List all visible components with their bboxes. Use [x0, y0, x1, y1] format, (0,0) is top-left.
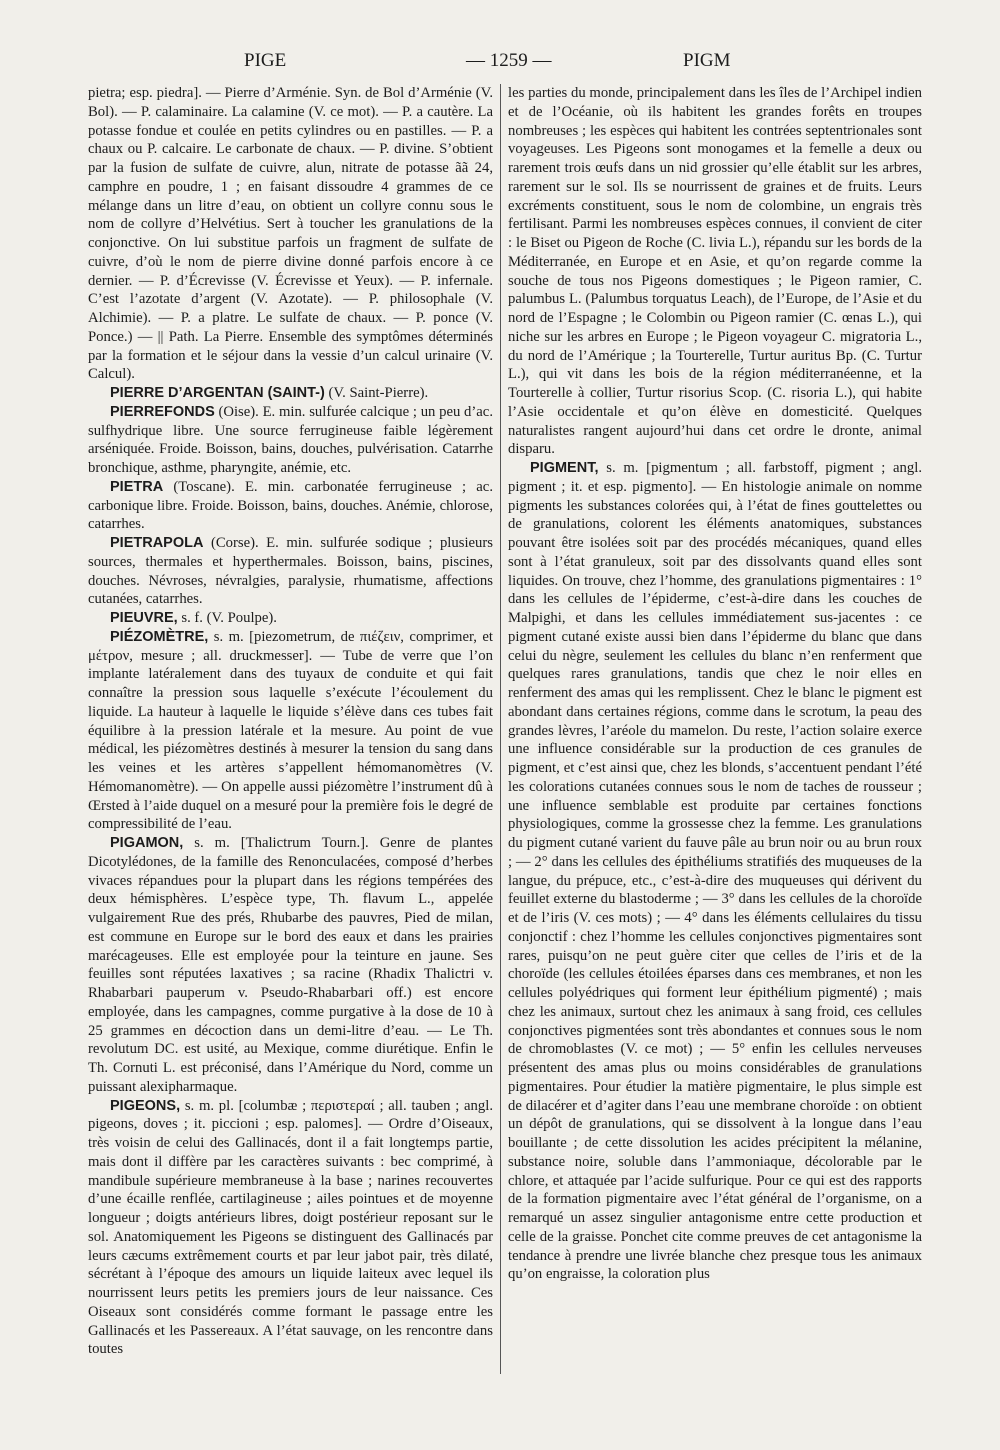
entry-pieuvre: PIEUVRE, s. f. (V. Poulpe). — [110, 610, 277, 626]
entry-pigeons: PIGEONS, s. m. pl. [columbæ ; περιστεραί ; all. tauben ; angl. pigeons, doves ; it. piccioni ; esp. palomes]. — Ordre d’Oiseaux, très voisin de celui des Gallinacés, dont il a fait longtemps partie, mais dont il diffère par les caractères suivants : bec comprimé, à mandibule supérieure membraneuse à la base ; narines recouvertes d’une écaille renflée, cartilagineuse ; ailes pointues et de moyenne longueur ; doigts antérieurs libres, doigt postérieur reposant sur le sol. Anatomiquement les Pigeons se distinguent des Gallinacés par leurs cæcums extrêmement courts et par leur jabot pair, très dilaté, sécrétant à l’époque des amours un liquide laiteux avec lequel ils nourrissent leurs petits les premiers jours de leur naissance. Ces Oiseaux sont considérés comme formant le passage entre les Gallinacés et les Passereaux. A l’état sauvage, on les rencontre dans toutes — [88, 1097, 493, 1358]
running-head-left: PIGE — [244, 50, 287, 71]
headword: PIERRE D’ARGENTAN (SAINT-) — [110, 385, 325, 401]
headword: PIETRA — [110, 478, 164, 495]
headword: PIERREFONDS — [110, 403, 215, 420]
left-column — [88, 84, 493, 1374]
headword: PIGMENT, — [530, 460, 599, 476]
entry-pigeons-continuation: les parties du monde, principalement dans les îles de l’Archipel indien et de l’Océanie, où ils habitent les grandes forêts en troupes nombreuses ; les espèces qui habitent les contrées septentrionales sont voyageuses. Les Pigeons sont monogames et la femelle a deux ou rarement trois œufs dans un nid grossier qu’elle établit sur les arbres, rarement sur le sol. Ils se nourrissent de graines et de fruits. Leurs excréments constituent, sous le nom de colombine, un engrais très fertilisant. Parmi les nombreuses espèces connues, il convient de citer : le Biset ou Pigeon de Roche (C. livia L.), répandu sur les bords de la Méditerranée, en Europe et en Asie, et qu’on regarde comme la souche de tous nos Pigeons domestiques ; le Pigeon ramier, C. palumbus L. (Palumbus torquatus Leach), de l’Europe, de l’Asie et du nord de l’Espagne ; le Colombin ou Pigeon ramier (C. œnas L.), qui niche sur les arbres en Europe ; le Pigeon voyageur C. migratoria L., du nord de l’Amérique ; la Tourterelle, Turtur auritus Bp. (C. Turtur L.), qui vit dans les bois de la région méditerranéenne, et la Tourterelle à collier, Turtur risorius Scop. (C. risoria L.), qui habite l’Asie occidentale et qu’on élève en domesticité. Quelques naturalistes rangent aujourd’hui dans cet ordre le dronte, animal disparu. — [508, 85, 922, 458]
page-header — [0, 50, 1000, 80]
entry-pierre-continuation: pietra; esp. piedra]. — Pierre d’Arménie. Syn. de Bol d’Arménie (V. Bol). — P. calaminaire. La calamine (V. ce mot). — P. a cautère. La potasse fondue et coulée en petits cylindres ou en pastilles. — P. a chaux ou P. calcaire. Le carbonate de chaux. — P. divine. S’obtient par la fusion de sulfate de cuivre, alun, nitrate de potasse ãã 24, camphre en poudre, 1 ; en faisant dissoudre 4 grammes de ce mélange dans un litre d’eau, on obtient un collyre connu sous le nom de collyre d’Helvétius. Sert à toucher les granulations de la conjonctive. On lui substitue parfois un fragment de sulfate de cuivre, d’où le nom de pierre divine donné parfois encore à ce dernier. — P. d’Écrevisse (V. Écrevisse et Yeux). — P. infernale. C’est l’azotate d’argent (V. Azotate). — P. philosophale (V. Alchimie). — P. a platre. Le sulfate de chaux. — P. ponce (V. Ponce.) — || Path. La Pierre. Ensemble des symptômes déterminés par la formation et le séjour dans la vessie d’un calcul urinaire (V. Calcul). — [88, 85, 493, 383]
running-head-right: PIGM — [683, 50, 731, 71]
entry-pietrapola: PIETRAPOLA (Corse). E. min. sulfurée sodique ; plusieurs sources, thermales et hyperthermales. Boisson, bains, piscines, douches. Névroses, névralgies, paralysie, rhumatisme, affections cutanées, catarrhes. — [88, 535, 493, 608]
column-divider — [500, 84, 501, 1374]
entry-pierrefonds: PIERREFONDS (Oise). E. min. sulfurée calcique ; un peu d’ac. sulfhydrique libre. Une source ferrugineuse faible légèrement arséniquée. Froide. Boisson, bains, douches, pulvérisation. Catarrhe bronchique, asthme, pharyngite, anémie, etc. — [88, 403, 493, 476]
entry-pierre-dargentan: PIERRE D’ARGENTAN (SAINT-) (V. Saint-Pierre). — [110, 385, 429, 401]
entry-piezometre: PIÉZOMÈTRE, s. m. [piezometrum, de πιέζειν, comprimer, et μέτρον, mesure ; all. druckmesser]. — Tube de verre que l’on implante latéralement dans des tuyaux de conduite et qui fait connaître la pression sous laquelle s’exécute l’écoulement du liquide. La hauteur à laquelle le liquide s’élève dans ces tubes fait équilibre à la pression latérale et la mesure. Au point de vue médical, les piézomètres destinés à mesurer la tension du sang dans les veines et les artères s’appellent hémomanomètres (V. Hémomanomètre). — On appelle aussi piézomètre l’instrument dû à Œrsted à l’aide duquel on a mesuré pour la première fois le degré de compressibilité de l’eau. — [88, 628, 493, 833]
headword: PIGEONS, — [110, 1097, 181, 1114]
headword: PIGAMON, — [110, 835, 184, 851]
page-number: — 1259 — — [466, 50, 552, 71]
entry-pigamon: PIGAMON, s. m. [Thalictrum Tourn.]. Genre de plantes Dicotylédones, de la famille des Renonculacées, composé d’herbes vivaces répandues pour la plupart dans les régions tempérées des deux hémisphères. L’espèce type, Th. flavum L., appelée vulgairement Rue des prés, Rhubarbe des pauvres, Pied de milan, est commune en Europe sur le bord des eaux et dans les prairies marécageuses. Elle est employée pour la teinture en jaune. Ses feuilles sont réputées laxatives ; sa racine (Rhadix Thalictri v. Rhabarbari pauperum v. Pseudo-Rhabarbari off.) est encore employée, dans les campagnes, comme purgative à la dose de 10 à 25 grammes en décoction dans un demi-litre d’eau. — Le Th. revolutum DC. est usité, au Mexique, comme diurétique. Enfin le Th. Cornuti L. est préconisé, dans l’Amérique du Nord, comme un puissant alexipharmaque. — [88, 835, 493, 1095]
entry-pietra: PIETRA (Toscane). E. min. carbonatée ferrugineuse ; ac. carbonique libre. Froide. Boisson, bains, douches. Anémie, chlorose, catarrhes. — [88, 478, 493, 533]
headword: PIETRAPOLA — [110, 535, 204, 551]
headword: PIEUVRE, — [110, 610, 178, 626]
entry-pigment: PIGMENT, s. m. [pigmentum ; all. farbstoff, pigment ; angl. pigment ; it. et esp. pigmento]. — En histologie animale on nomme pigments les substances colorées qui, à l’état de fines gouttelettes ou de granulations, colorent les éléments anatomiques, substances pouvant être isolées soit par des procédés mécaniques, quand elles sont à l’état granuleux, soit par des dissolvants quand elles sont liquides. On trouve, chez l’homme, des granulations pigmentaires : 1° dans les cellules de l’épiderme, c’est-à-dire dans les couches de Malpighi, et dans les cellules immédiatement sus-jacentes : ce pigment cutané existe aussi bien dans l’épiderme du blanc que dans celui du nègre, seulement les cellules du blanc n’en renferment que quelques rares granulations, tandis que chez le noir elles en renferment des amas qui les remplissent. Chez le blanc le pigment est abondant dans certaines régions, comme dans le scrotum, la peau des grandes lèvres, l’aréole du mamelon. Du reste, l’action solaire exerce une influence considérable sur la production de ces granules de pigment, et c’est ainsi que, chez les blonds, s’accentuent pendant l’été les colorations cutanées connues sous le nom de taches de rousseur ; une influence semblable est produite par certaines fonctions physiologiques, comme la grossesse chez la femme. Les granulations du pigment cutané varient du fauve pâle au brun noir ou au brun roux ; — 2° dans les cellules des épithéliums stratifiés des muqueuses de la langue, du prépuce, etc., c’est-à-dire des muqueuses qui dérivent du feuillet externe du blastoderme ; — 3° dans les cellules de la choroïde et de l’iris (V. ces mots) ; — 4° dans les éléments cellulaires du tissu conjonctif : chez l’homme les cellules conjonctives pigmentaires sont rares, puisqu’on ne peut guère citer que celles de l’iris et de la choroïde (les cellules étoilées éparses dans ces membranes, et non les cellules polyédriques qui forment leur épithélium pigmenté) ; mais chez les animaux, surtout chez les animaux à sang froid, ces cellules conjonctives pigmentées sont très abondantes et connues sous le nom de chromoblastes (V. ce mot) ; — 5° enfin les cellules nerveuses présentent des amas plus ou moins considérables de granulations pigmentaires. Pour étudier la matière pigmentaire, le plus simple est de dilacérer et d’agiter dans l’eau une membrane choroïde : on obtient un dépôt de granulations, qui se dissolvent à la longue dans l’eau bouillante ; de cette dissolution les acides précipitent la mélanine, substance noire, soluble dans l’ammoniaque, décolorable par le chlore, et attaquée par l’acide sulfurique. Pour ce qui est des rapports de la formation pigmentaire avec l’état général de l’organisme, on a remarqué un assez singulier antagonisme entre cette production et celle de la graisse. Ponchet cite comme preuves de cet antagonisme la tendance à prendre une livrée blanche chez presque tous les animaux qu’on engraisse, la coloration plus — [508, 460, 922, 1283]
right-column — [508, 84, 922, 1374]
headword: PIÉZOMÈTRE, — [110, 628, 209, 645]
